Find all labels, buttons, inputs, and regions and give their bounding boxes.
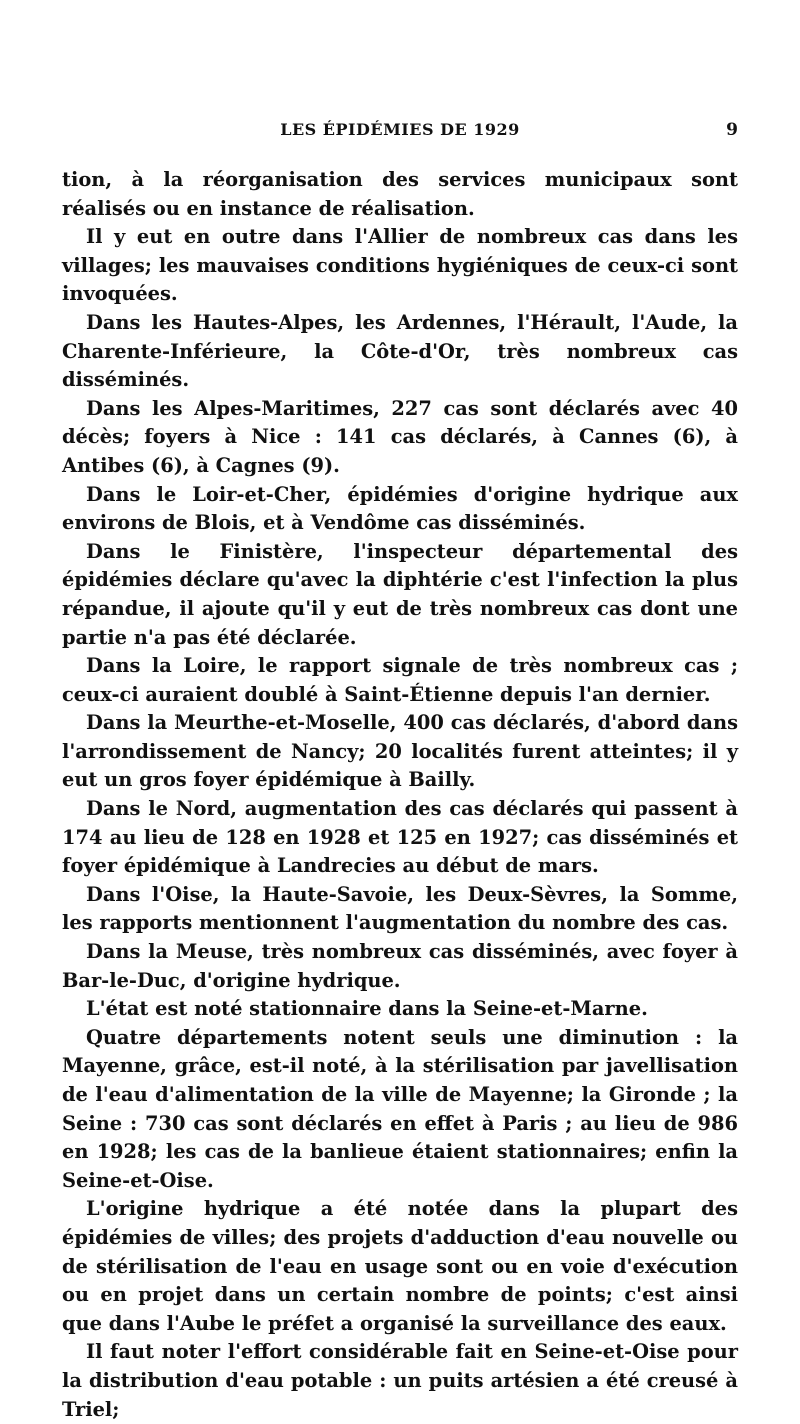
page-header <box>62 120 738 144</box>
paragraph-loir-et-cher: Dans le Loir-et-Cher, épidémies d'origine hydrique aux environs de Blois, et à Vendôme cas disséminés. <box>62 482 738 535</box>
paragraph-seine-et-oise: Il faut noter l'effort considérable fait en Seine-et-Oise pour la distribution d'eau potable : un puits artésien a été creusé à Triel; <box>62 1340 738 1421</box>
page-number: 9 <box>726 120 738 140</box>
paragraph-origine-hydrique: L'origine hydrique a été notée dans la plupart des épidémies de villes; des projets d'adduction d'eau nouvelle ou de stérilisation de l'eau en usage sont ou en voie d'exécution ou en projet dans un certain nombre de points; c'est ainsi que dans l'Aube le préfet a organisé la surveillance des eaux. <box>62 1197 738 1335</box>
paragraph-alpes-maritimes: Dans les Alpes-Maritimes, 227 cas sont déclarés avec 40 décès; foyers à Nice : 141 cas déclarés, à Cannes (6), à Antibes (6), à Cagnes (9). <box>62 396 738 477</box>
paragraph-seine-et-marne: L'état est noté stationnaire dans la Seine-et-Marne. <box>86 997 648 1021</box>
paragraph-oise: Dans l'Oise, la Haute-Savoie, les Deux-Sèvres, la Somme, les rapports mentionnent l'augmentation du nombre des cas. <box>62 882 738 935</box>
paragraph-allier: Il y eut en outre dans l'Allier de nombreux cas dans les villages; les mauvaises conditions hygiéniques de ceux-ci sont invoquées. <box>62 225 738 306</box>
paragraph-meuse: Dans la Meuse, très nombreux cas disséminés, avec foyer à Bar-le-Duc, d'origine hydrique. <box>62 940 738 992</box>
paragraph-meurthe-et-moselle: Dans la Meurthe-et-Moselle, 400 cas déclarés, d'abord dans l'arrondissement de Nancy; 20 localités furent atteintes; il y eut un gros foyer épidémique à Bailly. <box>62 711 738 792</box>
paragraph-hautes-alpes: Dans les Hautes-Alpes, les Ardennes, l'Hérault, l'Aude, la Charente-Inférieure, la Côte-d'Or, très nombreux cas disséminés. <box>62 310 738 392</box>
paragraph-nord: Dans le Nord, augmentation des cas déclarés qui passent à 174 au lieu de 128 en 1928 et 125 en 1927; cas disséminés et foyer épidémique à Landrecies au début de mars. <box>62 797 738 878</box>
paragraph-finistere: Dans le Finistère, l'inspecteur départemental des épidémies déclare qu'avec la diphtérie c'est l'infection la plus répandue, il ajoute qu'il y eut de très nombreux cas dont une partie n'a pas été déclarée. <box>62 539 738 649</box>
paragraph-continuation: tion, à la réorganisation des services municipaux sont réalisés ou en instance de réalisation. <box>62 168 738 220</box>
body-text <box>62 166 738 1424</box>
paragraph-loire: Dans la Loire, le rapport signale de très nombreux cas ; ceux-ci auraient doublé à Saint-Étienne depuis l'an dernier. <box>62 654 738 706</box>
paragraph-diminution: Quatre départements notent seuls une diminution : la Mayenne, grâce, est-il noté, à la stérilisation par javellisation de l'eau d'alimentation de la ville de Mayenne; la Gironde ; la Seine : 730 cas sont déclarés en effet à Paris ; au lieu de 986 en 1928; les cas de la banlieue étaient stationnaires; enfin la Seine-et-Oise. <box>62 1025 738 1192</box>
running-title: LES ÉPIDÉMIES DE 1929 <box>280 120 520 139</box>
